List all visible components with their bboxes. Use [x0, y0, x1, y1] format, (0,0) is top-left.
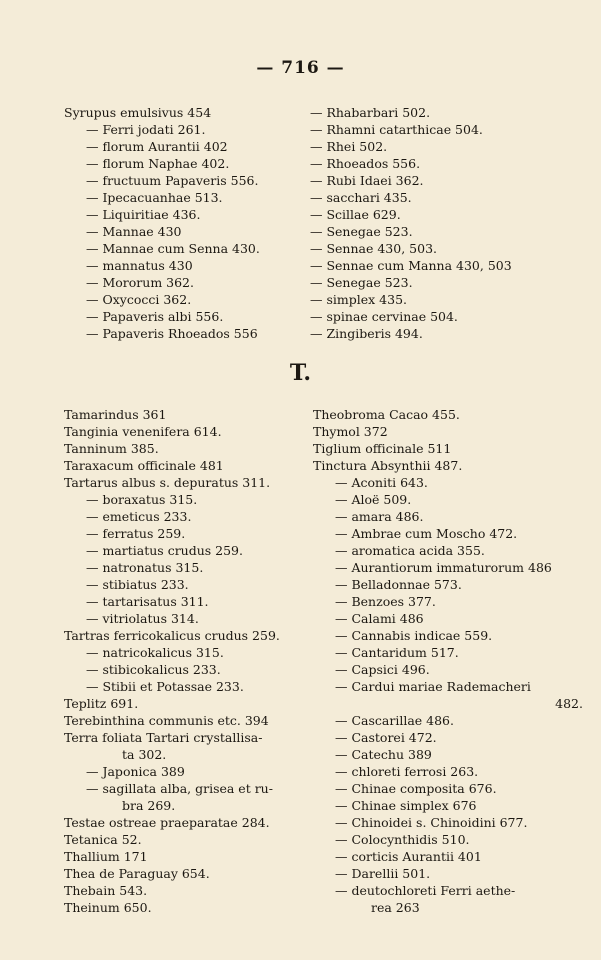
index-entry: — Oxycocci 362. — [86, 292, 192, 307]
index-entry: — ferratus 259. — [86, 526, 186, 541]
index-entry: Theobroma Cacao 455. — [313, 407, 460, 422]
index-entry: — stibiatus 233. — [86, 577, 189, 592]
index-entry: — fructuum Papaveris 556. — [86, 173, 259, 188]
index-entry: — sagillata alba, grisea et ru- — [86, 781, 273, 796]
index-entry: Tartarus albus s. depuratus 311. — [64, 475, 271, 490]
index-entry: — Sennae 430, 503. — [310, 241, 437, 256]
index-entry: — boraxatus 315. — [86, 492, 198, 507]
index-entry: — corticis Aurantii 401 — [335, 849, 482, 864]
index-entry: — stibicokalicus 233. — [86, 662, 221, 677]
index-entry: Tinctura Absynthii 487. — [313, 458, 463, 473]
index-column-top-right — [310, 104, 512, 342]
index-entry: — Rhamni catarthicae 504. — [310, 122, 483, 137]
index-entry: — Rhoeados 556. — [310, 156, 421, 171]
index-entry: — florum Aurantii 402 — [86, 139, 228, 154]
index-entry: — sacchari 435. — [310, 190, 412, 205]
index-entry: Thallium 171 — [64, 849, 148, 864]
index-entry: — Colocynthidis 510. — [335, 832, 470, 847]
index-entry: — mannatus 430 — [86, 258, 193, 273]
index-entry: Thymol 372 — [313, 424, 388, 439]
index-entry: — Calami 486 — [335, 611, 424, 626]
index-entry: — Aurantiorum immaturorum 486 — [335, 560, 552, 575]
index-entry: — Cannabis indicae 559. — [335, 628, 493, 643]
index-entry: — aromatica acida 355. — [335, 543, 485, 558]
index-entry: — Chinoidei s. Chinoidini 677. — [335, 815, 528, 830]
index-entry: Syrupus emulsivus 454 — [64, 105, 212, 120]
index-entry: — Senegae 523. — [310, 275, 413, 290]
index-entry: — Scillae 629. — [310, 207, 401, 222]
index-entry: — Chinae simplex 676 — [335, 798, 477, 813]
section-letter: T. — [289, 360, 312, 386]
index-entry: — vitriolatus 314. — [86, 611, 199, 626]
index-entry: Terebinthina communis etc. 394 — [64, 713, 269, 728]
index-entry: 482. — [555, 696, 583, 711]
index-entry: Tiglium officinale 511 — [313, 441, 452, 456]
index-entry: — Senegae 523. — [310, 224, 413, 239]
index-entry: — Aloë 509. — [335, 492, 412, 507]
page-number: — 716 — — [256, 58, 345, 78]
index-entry: bra 269. — [122, 798, 176, 813]
index-entry: — natricokalicus 315. — [86, 645, 224, 660]
index-entry: — Ferri jodati 261. — [86, 122, 206, 137]
index-entry: — Mororum 362. — [86, 275, 194, 290]
index-entry: — Mannae cum Senna 430. — [86, 241, 260, 256]
index-entry: Terra foliata Tartari crystallisa- — [64, 730, 263, 745]
index-column-bottom-right — [313, 406, 583, 916]
index-entry: — Rubi Idaei 362. — [310, 173, 424, 188]
index-entry: — Chinae composita 676. — [335, 781, 497, 796]
index-entry: — Rhabarbari 502. — [310, 105, 431, 120]
index-entry: — Darellii 501. — [335, 866, 431, 881]
index-entry: — Sennae cum Manna 430, 503 — [310, 258, 512, 273]
index-entry: — martiatus crudus 259. — [86, 543, 243, 558]
index-entry: — Cascarillae 486. — [335, 713, 454, 728]
index-entry: — Benzoes 377. — [335, 594, 436, 609]
index-entry: — tartarisatus 311. — [86, 594, 209, 609]
index-entry: — Castorei 472. — [335, 730, 437, 745]
index-entry: ta 302. — [122, 747, 167, 762]
index-entry: — florum Naphae 402. — [86, 156, 230, 171]
index-entry: — Cardui mariae Rademacheri — [335, 679, 531, 694]
index-entry: — chloreti ferrosi 263. — [335, 764, 479, 779]
index-entry: — spinae cervinae 504. — [310, 309, 458, 324]
index-column-top-left — [64, 104, 260, 342]
index-entry: — Papaveris albi 556. — [86, 309, 224, 324]
index-entry: — Ambrae cum Moscho 472. — [335, 526, 518, 541]
index-entry: — deutochloreti Ferri aethe- — [335, 883, 516, 898]
index-entry: Thea de Paraguay 654. — [64, 866, 210, 881]
index-entry: Theinum 650. — [64, 900, 152, 915]
index-entry: Testae ostreae praeparatae 284. — [64, 815, 270, 830]
index-entry: Taraxacum officinale 481 — [64, 458, 224, 473]
index-entry: — Liquiritiae 436. — [86, 207, 201, 222]
index-entry: Tamarindus 361 — [64, 407, 167, 422]
index-entry: — Cantaridum 517. — [335, 645, 459, 660]
index-entry: — Belladonnae 573. — [335, 577, 462, 592]
index-entry: — Capsici 496. — [335, 662, 430, 677]
index-entry: Thebain 543. — [64, 883, 148, 898]
index-entry: — amara 486. — [335, 509, 424, 524]
index-entry: — Catechu 389 — [335, 747, 432, 762]
index-entry: — Mannae 430 — [86, 224, 182, 239]
index-entry: Tartras ferricokalicus crudus 259. — [64, 628, 280, 643]
index-entry: — Japonica 389 — [86, 764, 185, 779]
index-column-bottom-left — [64, 406, 280, 916]
index-entry: Teplitz 691. — [64, 696, 139, 711]
index-entry: Tetanica 52. — [64, 832, 142, 847]
index-entry: — Rhei 502. — [310, 139, 388, 154]
index-entry: — Zingiberis 494. — [310, 326, 423, 341]
index-entry: Tanginia venenifera 614. — [64, 424, 222, 439]
index-entry: — natronatus 315. — [86, 560, 204, 575]
index-entry: — Stibii et Potassae 233. — [86, 679, 244, 694]
index-entry: — emeticus 233. — [86, 509, 192, 524]
index-entry: — Ipecacuanhae 513. — [86, 190, 223, 205]
index-entry: — Papaveris Rhoeados 556 — [86, 326, 258, 341]
index-entry: Tanninum 385. — [64, 441, 159, 456]
index-entry: — Aconiti 643. — [335, 475, 428, 490]
index-entry: rea 263 — [371, 900, 420, 915]
index-entry: — simplex 435. — [310, 292, 407, 307]
